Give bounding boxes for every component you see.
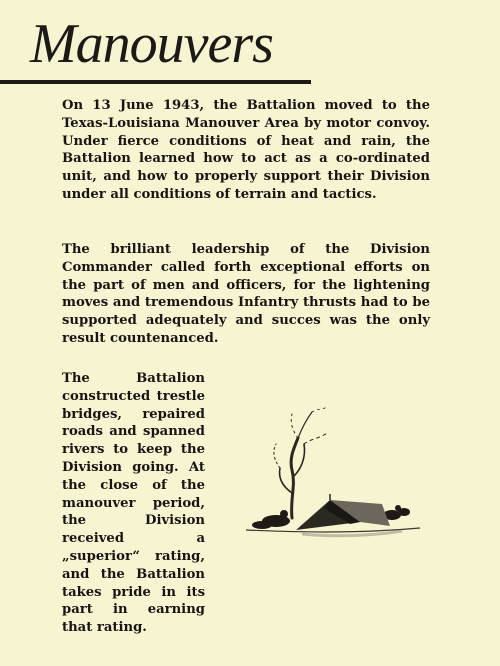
tent-tree-illustration xyxy=(232,398,422,548)
title-underline xyxy=(0,80,311,84)
page-title: Manouvers xyxy=(30,13,273,75)
paragraph-battalion-constructed: The Battalion constructed trestle bridges, repaired roads and spanned rivers to keep the Division going. At the close of the manouver period, the Division received a „superior“ rating, and the Battalion takes pride in its part in earning that rating. xyxy=(62,371,205,636)
paragraph-june-1943-move: On 13 June 1943, the Battalion moved to the Texas-Louisiana Manouver Area by motor convoy. Under fierce conditions of heat and rain, the Battalion learned how to act as a co-ordinated unit, and how to properly support their Division under all conditions of terrain and tactics. xyxy=(62,98,430,202)
paragraph-division-leadership: The brilliant leadership of the Division Commander called forth exceptional efforts on the part of men and officers, for the lightening moves and tremendous Infantry thrusts had to be supported adequately and succes was the only result countenanced. xyxy=(62,242,430,346)
